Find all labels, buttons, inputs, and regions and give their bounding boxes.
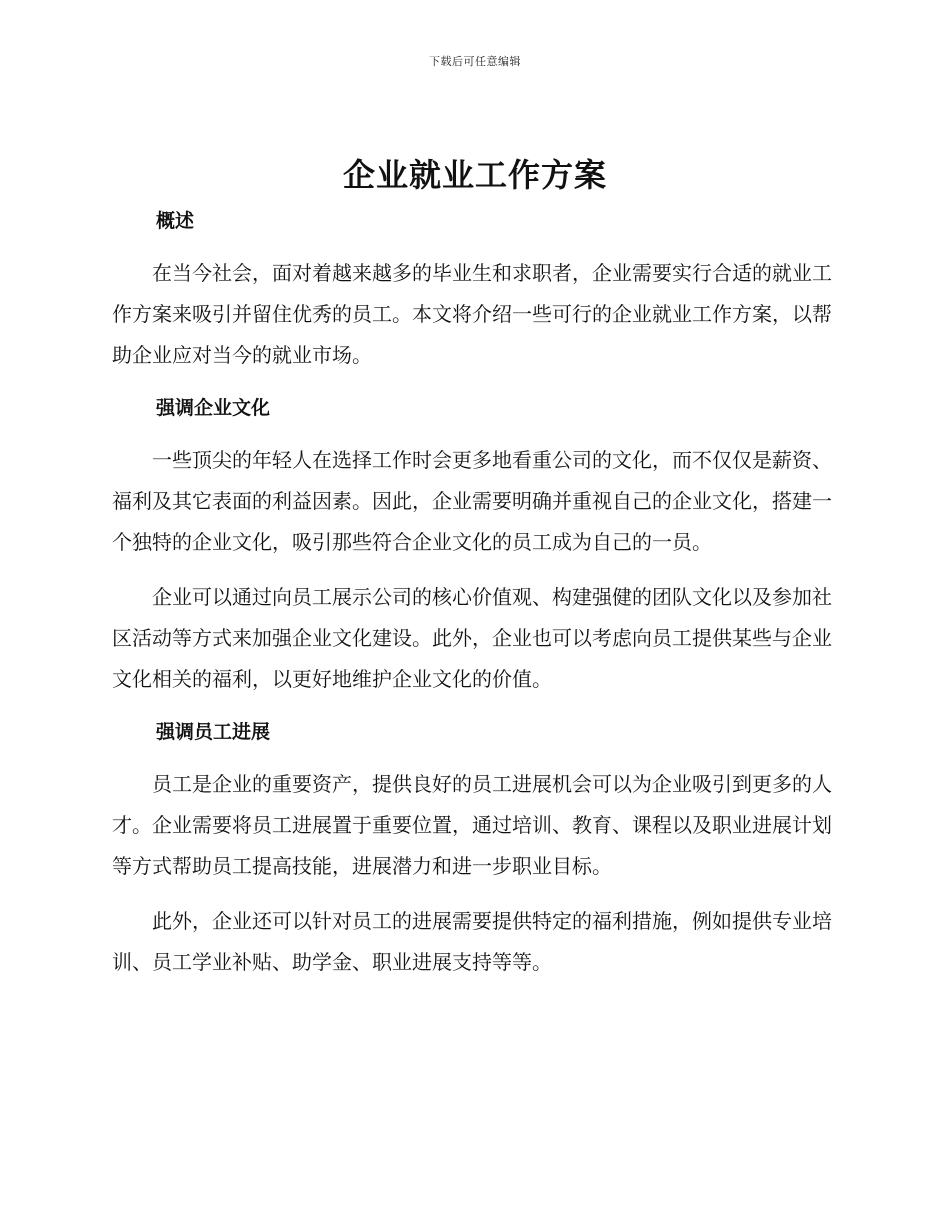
paragraph-development-2: 此外，企业还可以针对员工的进展需要提供特定的福利措施，例如提供专业培训、员工学业补贴、助学金、职业进展支持等等。: [112, 909, 832, 974]
document-body: [112, 203, 832, 983]
section-heading-overview: 概述: [156, 210, 195, 232]
document-title: 企业就业工作方案: [342, 156, 607, 194]
paragraph-overview: 在当今社会，面对着越来越多的毕业生和求职者，企业需要实行合适的就业工作方案来吸引并留住优秀的员工。本文将介绍一些可行的企业就业工作方案，以帮助企业应对当今的就业市场。: [112, 261, 832, 367]
paragraph-culture-1: 一些顶尖的年轻人在选择工作时会更多地看重公司的文化，而不仅仅是薪资、福利及其它表面的利益因素。因此，企业需要明确并重视自己的企业文化，搭建一个独特的企业文化，吸引那些符合企业文化的员工成为自己的一员。: [112, 448, 832, 554]
paragraph-development-1: 员工是企业的重要资产，提供良好的员工进展机会可以为企业吸引到更多的人才。企业需要将员工进展置于重要位置，通过培训、教育、课程以及职业进展计划等方式帮助员工提高技能，进展潜力和进一步职业目标。: [112, 772, 832, 878]
page-header: 下载后可任意编辑: [429, 55, 521, 68]
section-heading-development: 强调员工进展: [156, 721, 271, 743]
section-heading-culture: 强调企业文化: [156, 397, 271, 419]
paragraph-culture-2: 企业可以通过向员工展示公司的核心价值观、构建强健的团队文化以及参加社区活动等方式来加强企业文化建设。此外，企业也可以考虑向员工提供某些与企业文化相关的福利，以更好地维护企业文化的价值。: [112, 585, 832, 691]
